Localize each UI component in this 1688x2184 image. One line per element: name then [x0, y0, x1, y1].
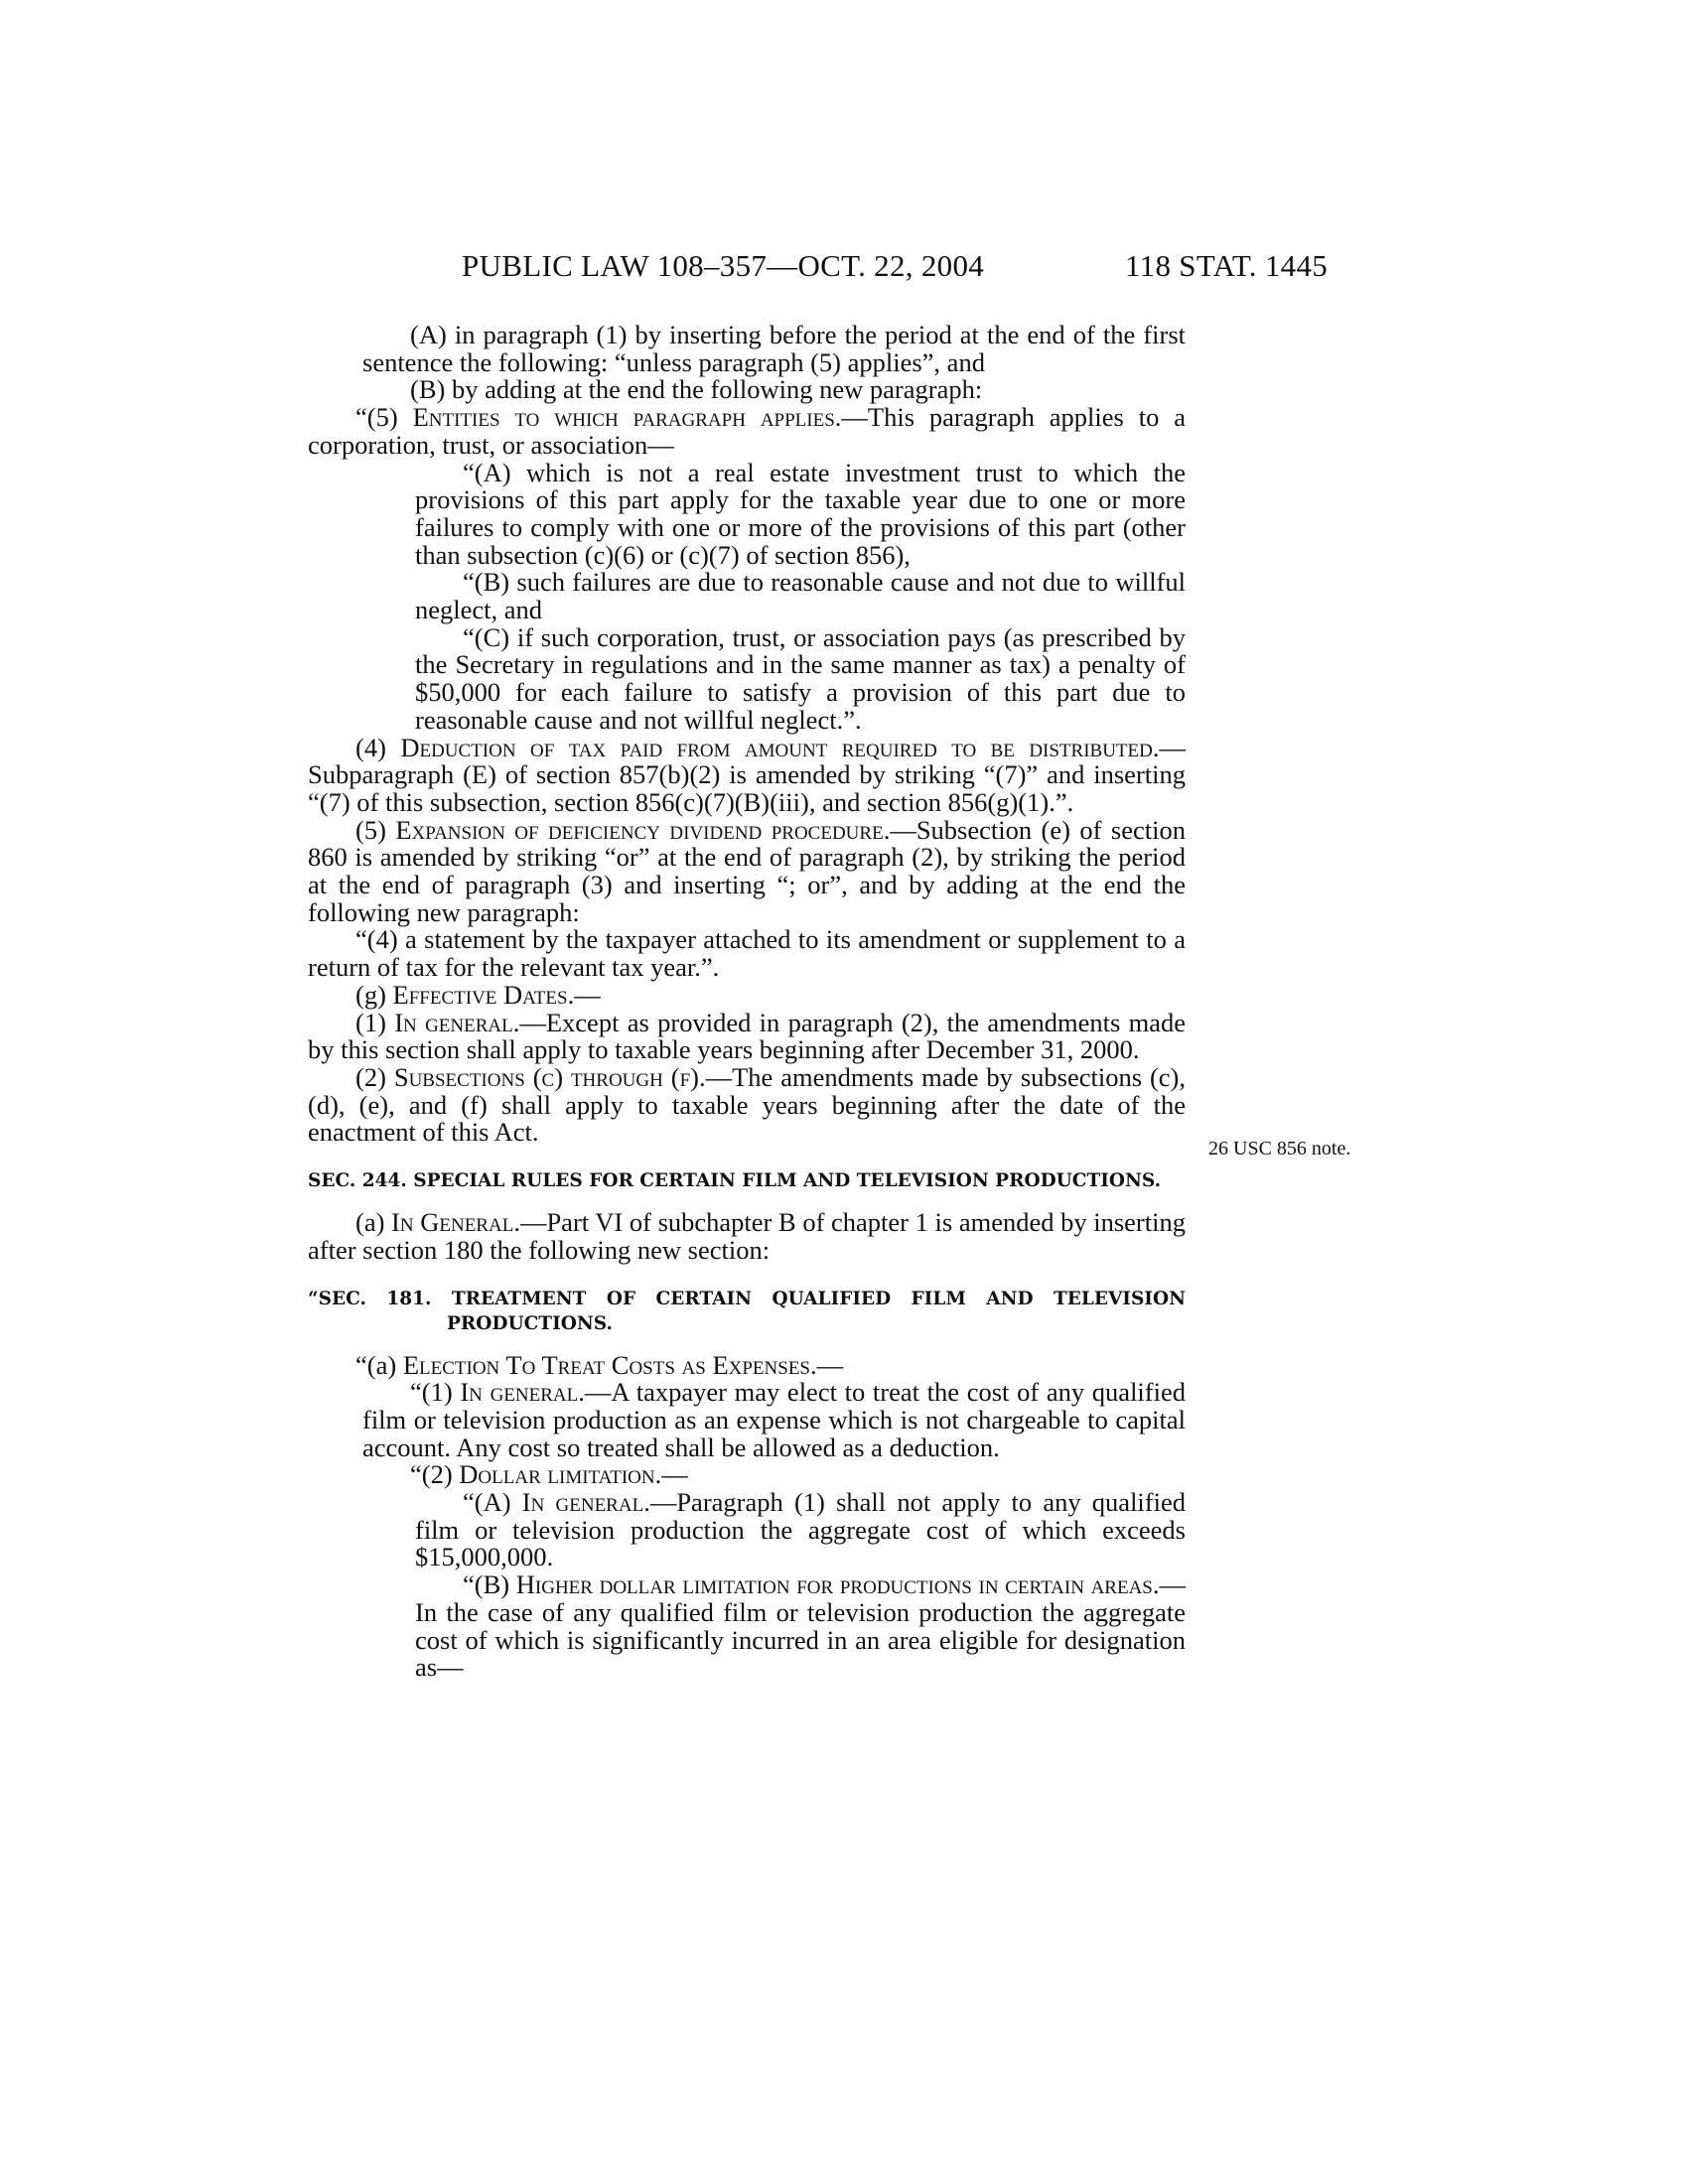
paragraph-5-expansion: (5) Expansion of deficiency dividend procedure.—Subsection (e) of section 860 is amended by striking “or” at the end of paragraph (2), by striking the period at the end of paragraph (3) and inserting “; or”, and by adding at the end the following new paragraph:	[308, 814, 1186, 927]
clause-b-new-paragraph: (B) by adding at the end the following new paragraph:	[410, 374, 983, 405]
paragraph-5-B: “(B) such failures are due to reasonable cause and not due to willful neglect, and	[415, 567, 1186, 625]
section-244-heading: SEC. 244. SPECIAL RULES FOR CERTAIN FILM AND TELEVISION PRODUCTIONS.	[308, 1170, 1162, 1192]
page-header-title: PUBLIC LAW 108–357—OCT. 22, 2004	[462, 248, 985, 283]
paragraph-5-A: “(A) which is not a real estate investment trust to which the provisions of this part apply for the taxable year due to one or more failures to comply with one or more of the provisions of this part (other than subsection (c)(6) or (c)(7) of section 856),	[415, 457, 1186, 570]
section-181-a-2-A: “(A) In general.—Paragraph (1) shall not apply to any qualified film or television production the aggregate cost of which exceeds $15,000,000.	[415, 1487, 1186, 1572]
paragraph-5-entities: “(5) Entities to which paragraph applies.—This paragraph applies to a corporation, trust, or association—	[308, 402, 1186, 460]
paragraph-5-expansion-4: “(4) a statement by the taxpayer attached to its amendment or supplement to a return of tax for the relevant tax year.”.	[308, 924, 1186, 983]
section-244-a: (a) In General.—Part VI of subchapter B of chapter 1 is amended by inserting after section 180 the following new section:	[308, 1207, 1186, 1265]
paragraph-5-C: “(C) if such corporation, trust, or association pays (as prescribed by the Secretary in regulations and in the same manner as tax) a penalty of $50,000 for each failure to satisfy a provision of this part due to reasonable cause and not willful neglect.”.	[415, 621, 1186, 735]
subsection-g-effective-dates: (g) Effective Dates.—	[355, 979, 601, 1010]
section-181-heading: “SEC. 181. TREATMENT OF CERTAIN QUALIFIED FILM AND TELEVISION PRODUCTIONS.	[308, 1288, 1186, 1334]
paragraph-4-deduction: (4) Deduction of tax paid from amount required to be distributed.—Subparagraph (E) of section 857(b)(2) is amended by striking “(7)” and inserting “(7) of this subsection, section 856(c)(7)(B)(iii), and section 856(g)(1).”.	[308, 732, 1186, 817]
clause-a-paragraph-1: (A) in paragraph (1) by inserting before the period at the end of the first sentence the following: “unless paragraph (5) applies”, and	[362, 320, 1186, 377]
section-181-a-2-B: “(B) Higher dollar limitation for productions in certain areas.—In the case of any qualified film or television production the aggregate cost of which is significantly incurred in an area eligible for designation as—	[415, 1570, 1186, 1683]
section-181-a-1: “(1) In general.—A taxpayer may elect to treat the cost of any qualified film or television production as an expense which is not chargeable to capital account. Any cost so treated shall be allowed as a deduction.	[362, 1377, 1186, 1462]
statute-text	[308, 322, 1186, 1682]
page-header-stat: 118 STAT. 1445	[1125, 248, 1329, 283]
section-181-a: “(a) Election To Treat Costs as Expenses.—	[355, 1349, 844, 1380]
subsection-g-1: (1) In general.—Except as provided in paragraph (2), the amendments made by this section shall apply to taxable years beginning after December 31, 2000.	[308, 1007, 1186, 1065]
margin-note: 26 USC 856 note.	[1208, 1138, 1351, 1160]
subsection-g-2: (2) Subsections (c) through (f).—The amendments made by subsections (c), (d), (e), and (f) shall apply to taxable years beginning after the date of the enactment of this Act.	[308, 1061, 1187, 1148]
section-181-a-2: “(2) Dollar limitation.—	[410, 1459, 688, 1490]
